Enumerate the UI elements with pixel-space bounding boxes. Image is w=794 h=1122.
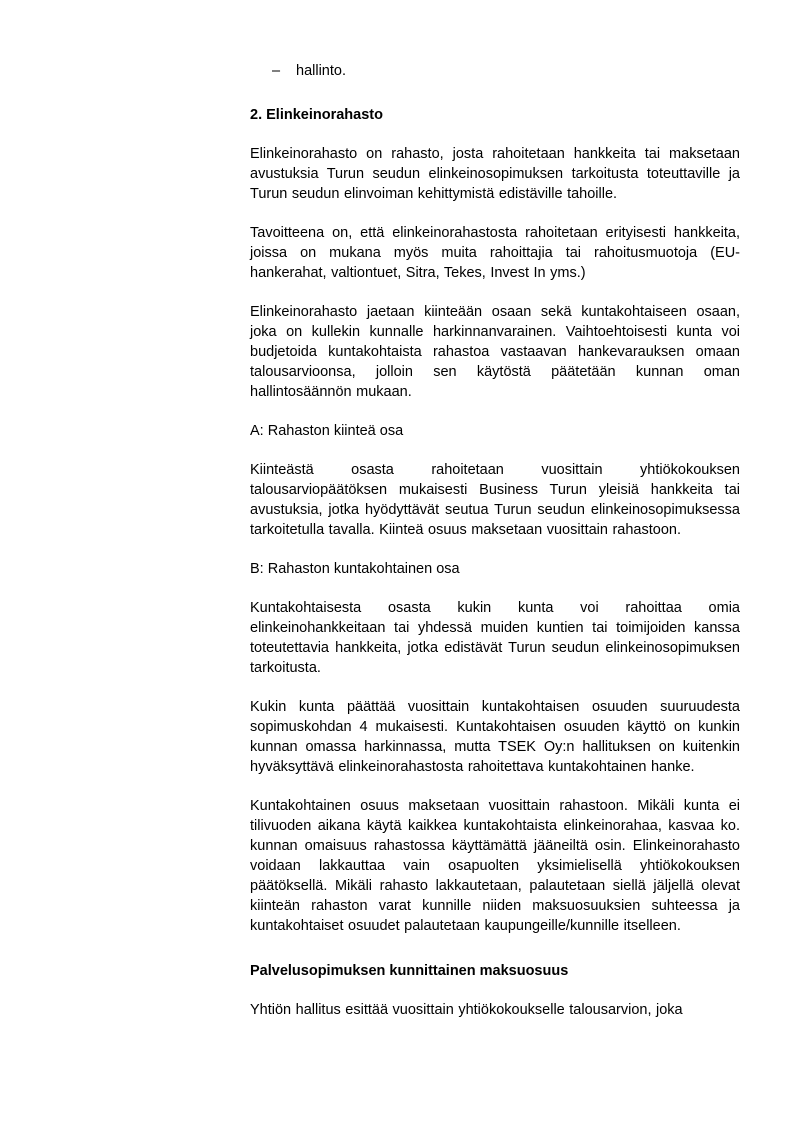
list-item (250, 62, 740, 82)
paragraph-a: Kiinteästä osasta rahoitetaan vuosittain yhtiökokouksen talousarviopäätöksen mukaisesti Business Turun yleisiä hankkeita tai avustuksia, jotka hyödyttävät seutua Turun seudun elinkeinosopimuksessa tarkoitetulla tavalla. Kiinteä osuus maksetaan vuosittain rahastoon. (250, 462, 740, 539)
paragraph-b-2: Kukin kunta päättää vuosittain kuntakohtaisen osuuden suuruudesta sopimuskohdan 4 mukaisesti. Kuntakohtaisen osuuden käyttö on kunkin kunnan omassa harkinnassa, mutta TSEK Oy:n hallituksen on kuitenkin hyväksyttävä elinkeinorahastosta rahoitettava kuntakohtainen hanke. (250, 699, 740, 776)
paragraph-closing: Yhtiön hallitus esittää vuosittain yhtiökokoukselle talousarvion, joka (250, 1002, 683, 1019)
paragraph-intro-2: Tavoitteena on, että elinkeinorahastosta rahoitetaan erityisesti hankkeita, joissa on mukana myös muita rahoittajia tai rahoitusmuotoja (EU-hankerahat, valtiontuet, Sitra, Tekes, Invest In yms.) (250, 225, 740, 282)
subheading-a: A: Rahaston kiinteä osa (250, 423, 404, 440)
paragraph-intro-1: Elinkeinorahasto on rahasto, josta rahoitetaan hankkeita tai maksetaan avustuksia Turun seudun elinkeinosopimuksen tarkoitusta toteuttaville ja Turun seudun elinvoiman kehittymistä edistäville tahoille. (250, 146, 740, 203)
section-heading-payment-share: Palvelusopimuksen kunnittainen maksuosuus (250, 963, 569, 980)
paragraph-intro-3: Elinkeinorahasto jaetaan kiinteään osaan sekä kuntakohtaiseen osaan, joka on kullekin kunnalle harkinnanvarainen. Vaihtoehtoisesti kunta voi budjetoida kuntakohtaista rahastoa vastaavan hankevarauksen omaan talousarvioonsa, jolloin sen käytöstä päätetään kunnan oman hallintosäännön mukaan. (250, 304, 740, 401)
subheading-b: B: Rahaston kuntakohtainen osa (250, 561, 460, 578)
bullet-dash: – (272, 63, 281, 79)
section-heading-2: 2. Elinkeinorahasto (250, 106, 383, 123)
paragraph-b-1: Kuntakohtaisesta osasta kukin kunta voi rahoittaa omia elinkeinohankkeitaan tai yhdessä muiden kuntien tai toimijoiden kanssa toteutettavia hankkeita, jotka edistävät Turun seudun elinkeinosopimuksen tarkoitusta. (250, 600, 740, 677)
paragraph-b-3: Kuntakohtainen osuus maksetaan vuosittain rahastoon. Mikäli kunta ei tilivuoden aikana käytä kaikkea kuntakohtaista elinkeinorahaa, kasvaa ko. kunnan omaisuus rahastossa käyttämättä jääneiltä osin. Elinkeinorahasto voidaan lakkauttaa vain osapuolten yksimielisellä yhtiökokouksen päätöksellä. Mikäli rahasto lakkautetaan, palautetaan siellä jäljellä olevat kiinteän rahaston varat kunnille niiden maksuosuuksien suhteessa ja kuntakohtaiset osuudet palautetaan kaupungeille/kunnille itselleen. (250, 798, 740, 935)
document-body (250, 62, 740, 1020)
bullet-text: hallinto. (296, 63, 346, 79)
